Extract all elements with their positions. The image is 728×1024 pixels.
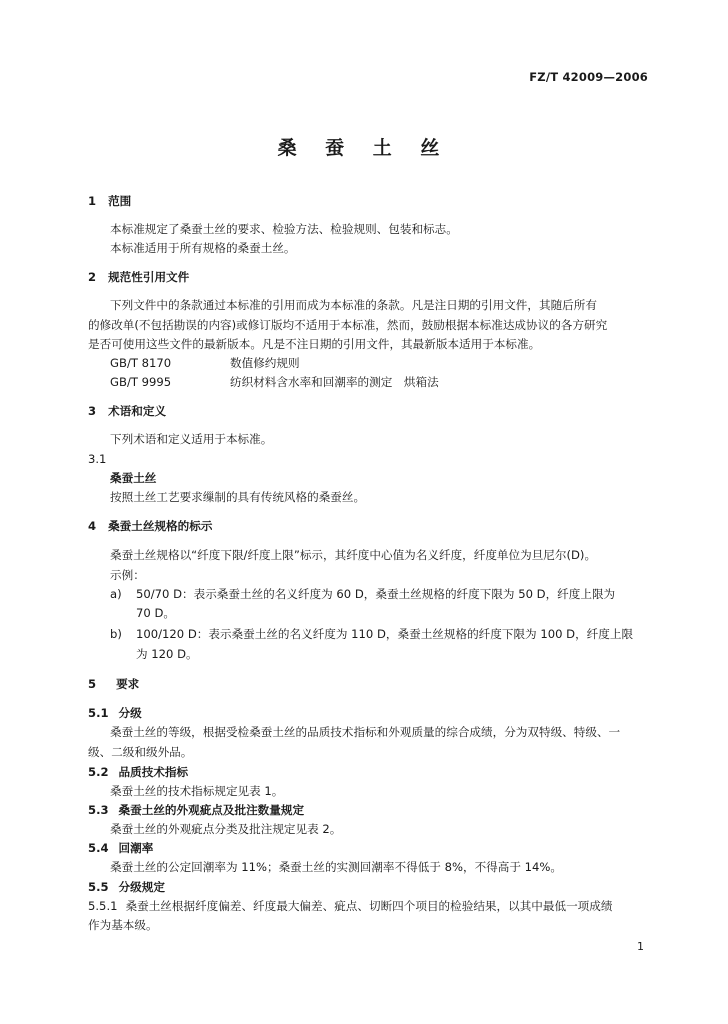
document-title: 桑 蚕 土 丝: [277, 137, 451, 159]
section-number: 5: [88, 677, 97, 691]
reference-item: [110, 374, 672, 390]
subsection-number: 5.1: [88, 706, 109, 720]
subsection-number: 3.1: [88, 452, 107, 466]
example-label: 示例：: [110, 568, 145, 582]
list-item-text: 70 D。: [136, 606, 175, 620]
subsection-5-5-heading: [88, 879, 650, 895]
subsection-title: 分级规定: [118, 880, 165, 894]
page-number: 1: [637, 940, 644, 953]
paragraph: 桑蚕土丝根据纤度偏差、纤度最大偏差、疵点、切断四个项目的检验结果，以其中最低一项成绩: [125, 899, 613, 913]
subsection-5-1-heading: [88, 705, 650, 721]
paragraph: 是否可使用这些文件的最新版本。凡是不注日期的引用文件，其最新版本适用于本标准。: [88, 337, 541, 351]
paragraph: 桑蚕土丝的技术指标规定见表 1。: [110, 784, 284, 798]
paragraph: 桑蚕土丝的外观疵点分类及批注规定见表 2。: [110, 822, 342, 836]
section-number: 1: [88, 194, 97, 208]
list-label: a): [110, 587, 122, 601]
section-title: 规范性引用文件: [108, 270, 190, 284]
standard-number: FZ/T 42009—2006: [529, 70, 648, 84]
paragraph: 桑蚕土丝规格以“纤度下限/纤度上限”标示，其纤度中心值为名义纤度，纤度单位为旦尼尔(D)。: [110, 548, 597, 562]
subsection-number: 5.5: [88, 880, 109, 894]
paragraph: 桑蚕土丝的等级，根据受检桑蚕土丝的品质技术指标和外观质量的综合成绩，分为双特级、特级、一: [110, 725, 621, 739]
subsection-title: 回潮率: [118, 841, 154, 855]
section-title: 桑蚕土丝规格的标示: [108, 519, 213, 533]
subsection-5-5-1: [88, 898, 650, 914]
paragraph: 级、二级和级外品。: [88, 745, 193, 759]
reference-code: GB/T 8170: [110, 356, 172, 370]
subsection-number: 5.4: [88, 841, 109, 855]
subsection-title: 品质技术指标: [118, 765, 189, 779]
term: 桑蚕土丝: [110, 471, 157, 485]
paragraph: 桑蚕土丝的公定回潮率为 11%；桑蚕土丝的实测回潮率不得低于 8%，不得高于 14%。: [110, 860, 562, 874]
reference-code: GB/T 9995: [110, 375, 172, 389]
section-title: 术语和定义: [108, 404, 167, 418]
list-item-text: 为 120 D。: [136, 647, 198, 661]
subsection-5-4-heading: [88, 840, 650, 856]
definition: 按照土丝工艺要求缫制的具有传统风格的桑蚕丝。: [110, 490, 366, 504]
subsection-number: 5.5.1: [88, 899, 118, 913]
subsection-title: 桑蚕土丝的外观疵点及批注数量规定: [118, 803, 305, 817]
section-2-heading: [88, 269, 650, 285]
subsection-5-3-heading: [88, 802, 650, 818]
paragraph: 下列文件中的条款通过本标准的引用而成为本标准的条款。凡是注日期的引用文件，其随后所有: [110, 298, 597, 312]
section-number: 2: [88, 270, 97, 284]
section-3-heading: [88, 403, 650, 419]
section-number: 4: [88, 519, 97, 533]
paragraph: 的修改单(不包括勘误的内容)或修订版均不适用于本标准，然而，鼓励根据本标准达成协议的各方研究: [88, 318, 608, 332]
subsection-number: 5.3: [88, 803, 109, 817]
reference-name: 数值修约规则: [230, 356, 300, 370]
section-5-heading: [88, 676, 650, 692]
subsection-number: 5.2: [88, 765, 109, 779]
subsection-5-2-heading: [88, 764, 650, 780]
subsection-title: 分级: [118, 706, 142, 720]
section-number: 3: [88, 404, 97, 418]
reference-name: 纺织材料含水率和回潮率的测定 烘箱法: [230, 375, 439, 389]
paragraph: 本标准规定了桑蚕土丝的要求、检验方法、检验规则、包装和标志。: [110, 222, 458, 236]
section-4-heading: [88, 518, 650, 534]
paragraph: 作为基本级。: [88, 918, 158, 932]
list-item-text: 50/70 D：表示桑蚕土丝的名义纤度为 60 D，桑蚕土丝规格的纤度下限为 50 D，纤度上限为: [136, 587, 616, 601]
paragraph: 本标准适用于所有规格的桑蚕土丝。: [110, 241, 296, 255]
list-item-text: 100/120 D：表示桑蚕土丝的名义纤度为 110 D，桑蚕土丝规格的纤度下限为 100 D，纤度上限: [136, 627, 634, 641]
section-1-heading: [88, 193, 650, 209]
reference-item: [110, 355, 672, 371]
section-title: 要求: [116, 677, 140, 691]
paragraph: 下列术语和定义适用于本标准。: [110, 432, 273, 446]
list-label: b): [110, 627, 122, 641]
section-title: 范围: [108, 194, 132, 208]
